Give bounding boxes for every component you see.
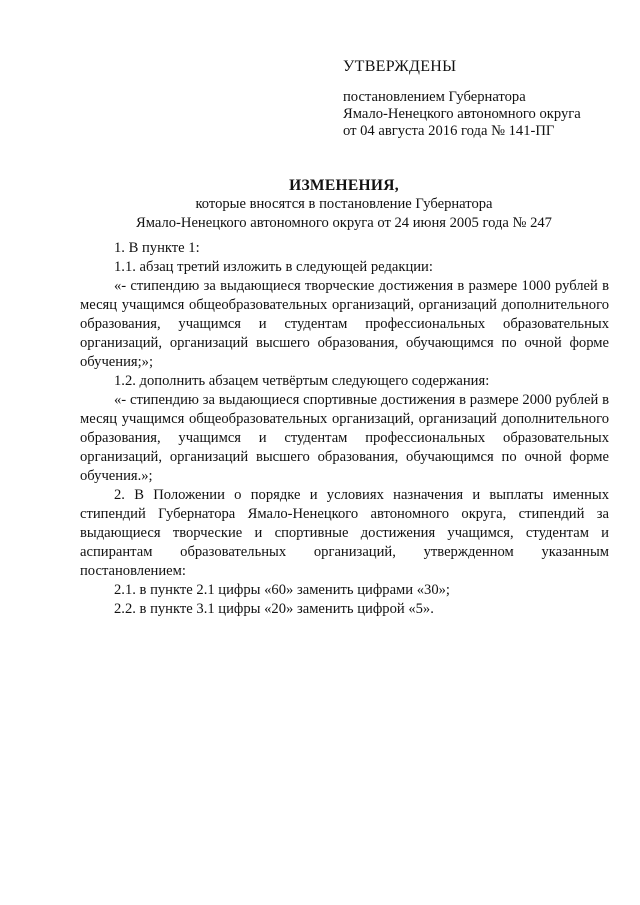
clause-2-1: 2.1. в пункте 2.1 цифры «60» заменить цифрами «30»; [114,582,450,598]
quote-sport-stipend: «- стипендию за выдающиеся спортивные достижения в размере 2000 рублей в месяц учащимся общеобразовательных организаций, организаций дополнительного образования, учащимся и студентам профессиональных образовательных организаций, организаций высшего образования, обучающимся по очной форме обучения.»; [80,392,609,484]
document-subtitle-line-2: Ямало-Ненецкого автономного округа от 24 июня 2005 года № 247 [136,215,552,231]
clause-2-2: 2.2. в пункте 3.1 цифры «20» заменить цифрой «5». [114,601,434,617]
document-subtitle-line-1: которые вносятся в постановление Губернатора [195,196,493,212]
document-title: ИЗМЕНЕНИЯ, [289,177,399,194]
approval-heading: УТВЕРЖДЕНЫ [343,58,457,75]
approval-line-date: от 04 августа 2016 года № 141-ПГ [343,123,555,139]
clause-1-1: 1.1. абзац третий изложить в следующей редакции: [114,259,433,275]
clause-2: 2. В Положении о порядке и условиях назначения и выплаты именных стипендий Губернатора Ямало-Ненецкого автономного округа, стипендий за выдающиеся творческие и спортивные достижения учащимся, студентам и аспирантам образовательных организаций, утвержденном указанным постановлением: [80,487,609,579]
approval-line-decree: постановлением Губернатора [343,89,526,105]
approval-block [343,58,603,140]
title-block [80,176,608,233]
clause-1-2: 1.2. дополнить абзацем четвёртым следующего содержания: [114,373,490,389]
clause-1: 1. В пункте 1: [114,240,200,256]
document-body [80,239,609,619]
approval-line-region: Ямало-Ненецкого автономного округа [343,106,581,122]
quote-creative-stipend: «- стипендию за выдающиеся творческие достижения в размере 1000 рублей в месяц учащимся общеобразовательных организаций, организаций дополнительного образования, учащимся и студентам профессиональных образовательных организаций, организаций высшего образования, обучающимся по очной форме обучения;»; [80,278,609,370]
